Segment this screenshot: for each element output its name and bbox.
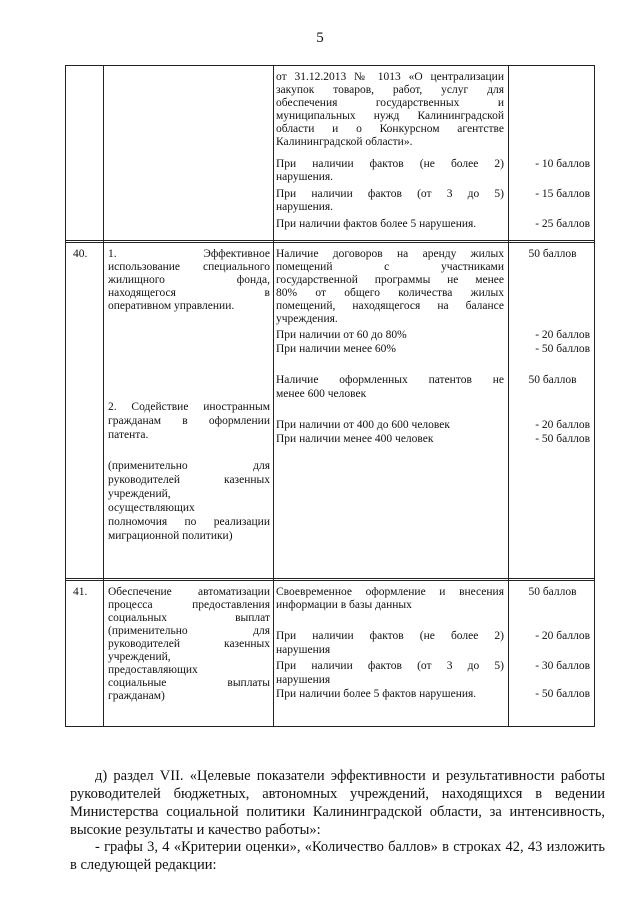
criteria-line: помещений с участниками <box>276 261 504 273</box>
criteria-line: Наличие оформленных патентов не <box>276 374 504 386</box>
criteria-line: учреждения. <box>276 313 338 325</box>
indicator-line: 2. Содействие иностранным <box>108 401 270 413</box>
criteria-line: 80% от общего количества жилых <box>276 287 504 299</box>
indicator-line: руководителей казенных <box>108 638 270 650</box>
row-number: 40. <box>73 248 88 260</box>
score-value: - 25 баллов <box>535 218 590 230</box>
criteria-table <box>65 65 595 727</box>
score-value: - 20 баллов <box>535 329 590 341</box>
criteria-line: области и о Конкурсном агентстве <box>276 123 504 135</box>
col-line-3 <box>508 65 509 727</box>
indicator-line: процесса предоставления <box>108 599 270 611</box>
indicator-line: гражданам) <box>108 690 165 702</box>
indicator-line: гражданам в оформлении <box>108 415 270 427</box>
footer-paragraph-2: - графы 3, 4 «Критерии оценки», «Количество баллов» в строках 42, 43 изложить в следующей редакции: <box>70 839 605 873</box>
row-divider-40b <box>65 242 595 243</box>
score-value: - 50 баллов <box>535 688 590 700</box>
col-line-4 <box>594 65 595 727</box>
criteria-line: от 31.12.2013 № 1013 «О централизации <box>276 71 504 83</box>
row-number: 41. <box>73 586 88 598</box>
criteria-line: При наличии фактов более 5 нарушения. <box>276 218 477 230</box>
criteria-line: При наличии менее 400 человек <box>276 433 434 445</box>
criteria-line: При наличии фактов (не более 2) <box>276 158 504 170</box>
criteria-line: нарушения <box>276 644 331 656</box>
indicator-line: (применительно для <box>108 625 270 637</box>
col-line-1 <box>103 65 104 727</box>
indicator-line: миграционной политики) <box>108 530 233 542</box>
criteria-line: нарушения. <box>276 171 334 183</box>
col-line-0 <box>65 65 66 727</box>
indicator-line: учреждений, <box>108 651 171 663</box>
criteria-line: менее 600 человек <box>276 388 367 400</box>
criteria-line: При наличии более 5 фактов нарушения. <box>276 688 477 700</box>
score-value: - 20 баллов <box>535 630 590 642</box>
indicator-line: оперативном управлении. <box>108 300 235 312</box>
score-value: 50 баллов <box>528 374 577 386</box>
indicator-line: руководителей казенных <box>108 474 270 486</box>
score-value: - 15 баллов <box>535 188 590 200</box>
score-value: - 50 баллов <box>535 433 590 445</box>
criteria-line: закупок товаров, работ, услуг для <box>276 84 504 96</box>
table-border-top <box>65 65 595 66</box>
indicator-line: жилищного фонда, <box>108 274 270 286</box>
criteria-line: муниципальных нужд Калининградской <box>276 110 504 122</box>
criteria-line: При наличии от 60 до 80% <box>276 329 407 341</box>
indicator-line: полномочия по реализации <box>108 516 270 528</box>
score-value: 50 баллов <box>528 248 577 260</box>
criteria-line: Калининградской области». <box>276 136 413 148</box>
criteria-line: При наличии фактов (не более 2) <box>276 630 504 642</box>
score-value: 50 баллов <box>528 586 577 598</box>
score-value: - 10 баллов <box>535 158 590 170</box>
indicator-line: 1. Эффективное <box>108 248 270 260</box>
criteria-line: При наличии фактов (от 3 до 5) <box>276 660 504 672</box>
indicator-line: находящегося в <box>108 287 270 299</box>
criteria-line: При наличии фактов (от 3 до 5) <box>276 188 504 200</box>
indicator-line: социальных выплат <box>108 612 270 624</box>
row-divider-40 <box>65 240 595 241</box>
indicator-line: социальные выплаты <box>108 677 270 689</box>
criteria-line: помещений, находящегося на балансе <box>276 300 504 312</box>
criteria-line: При наличии менее 60% <box>276 343 397 355</box>
criteria-line: Наличие договоров на аренду жилых <box>276 248 504 260</box>
indicator-line: осуществляющих <box>108 502 195 514</box>
table-border-bottom <box>65 726 595 727</box>
indicator-line: патента. <box>108 429 149 441</box>
indicator-line: (применительно для <box>108 460 270 472</box>
criteria-line: При наличии от 400 до 600 человек <box>276 419 450 431</box>
indicator-line: Обеспечение автоматизации <box>108 586 270 598</box>
col-line-2 <box>273 65 274 727</box>
criteria-line: нарушения. <box>276 201 334 213</box>
criteria-line: обеспечения государственных и <box>276 97 504 109</box>
footer-paragraph-1: д) раздел VII. «Целевые показатели эффективности и результативности работы руководителей бюджетных, автономных учреждений, находящихся в ведении Министерства социальной политики Калининградской области, за интенсивность, высокие результаты и качество работы»: <box>70 768 605 838</box>
row-divider-41b <box>65 580 595 581</box>
score-value: - 50 баллов <box>535 343 590 355</box>
score-value: - 20 баллов <box>535 419 590 431</box>
criteria-line: нарушения <box>276 674 331 686</box>
indicator-line: использование специального <box>108 261 270 273</box>
score-value: - 30 баллов <box>535 660 590 672</box>
indicator-line: предоставляющих <box>108 664 198 676</box>
criteria-line: Своевременное оформление и внесения <box>276 586 504 598</box>
criteria-line: государственной программы не менее <box>276 274 504 286</box>
page-number: 5 <box>316 30 324 46</box>
criteria-line: информации в базы данных <box>276 599 412 611</box>
indicator-line: учреждений, <box>108 488 171 500</box>
row-divider-41 <box>65 578 595 579</box>
